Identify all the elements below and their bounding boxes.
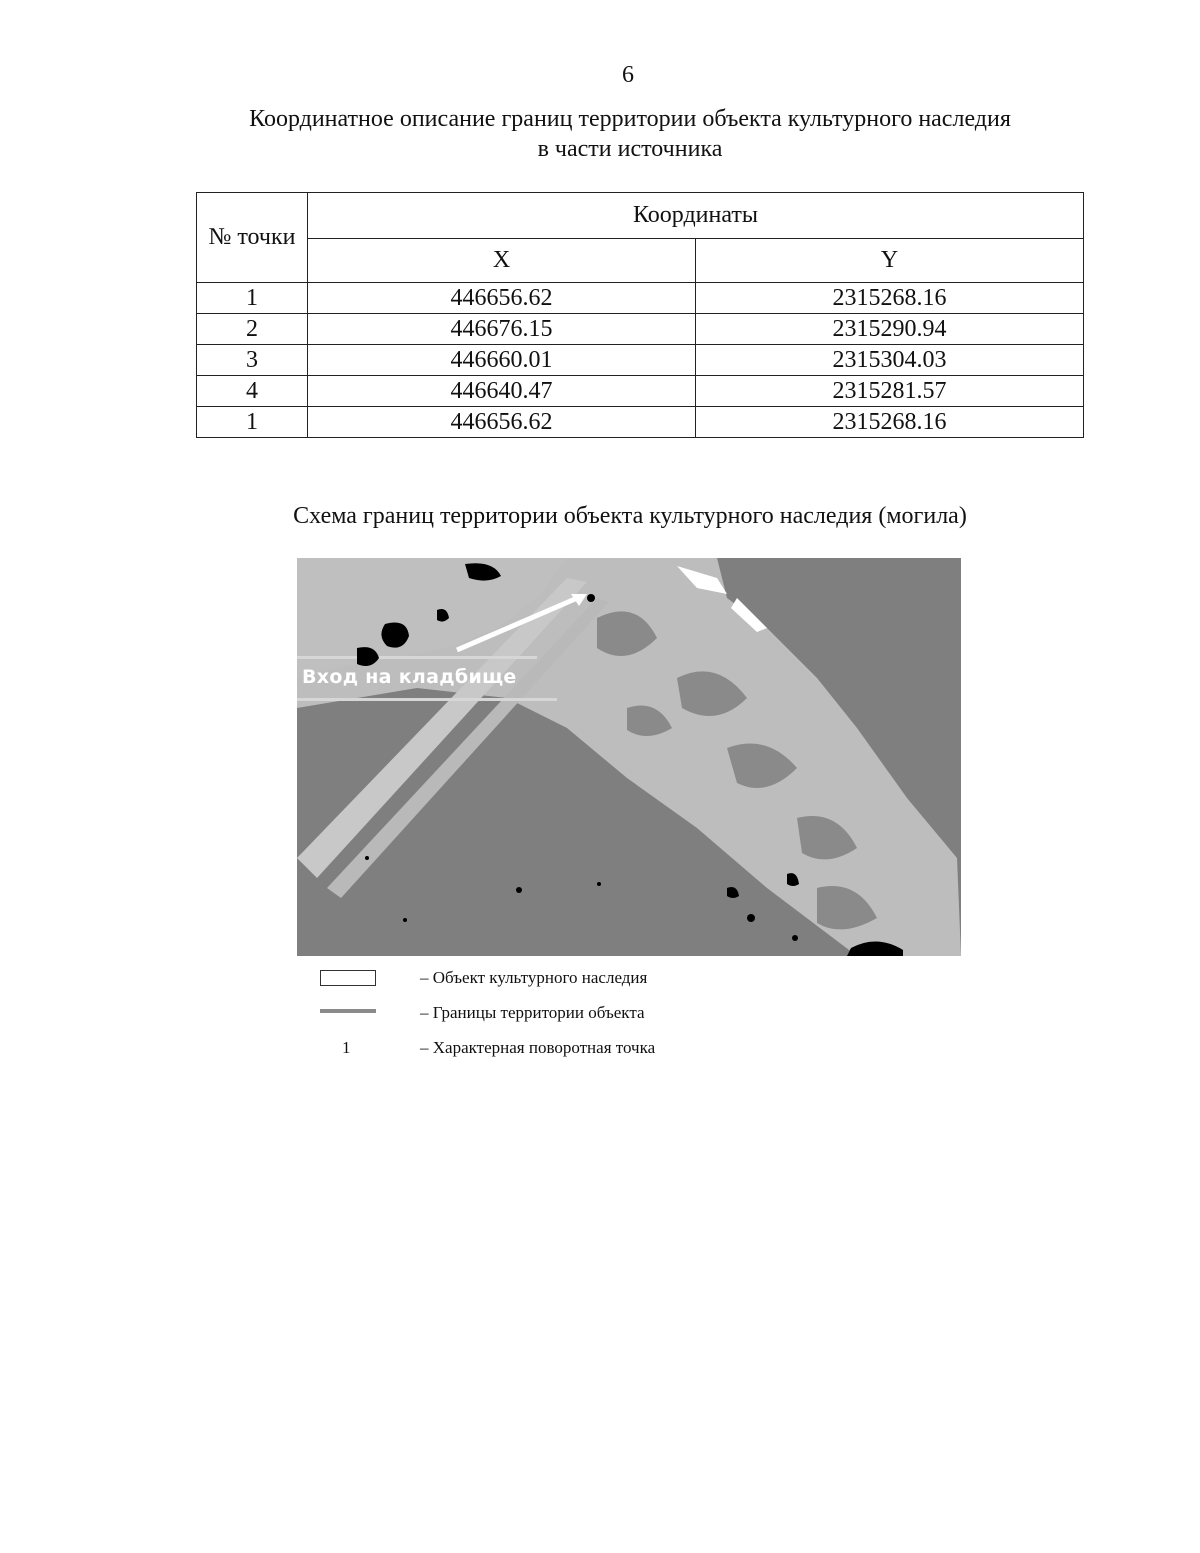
table-row — [197, 314, 1084, 345]
legend-text: – Объект культурного наследия — [420, 968, 648, 987]
document-title — [200, 104, 1060, 164]
cell-point: 3 — [197, 345, 308, 376]
coordinates-table — [196, 192, 1084, 438]
table-row — [197, 407, 1084, 438]
table-row — [197, 283, 1084, 314]
cell-x: 446656.62 — [308, 283, 696, 314]
cell-point: 1 — [197, 407, 308, 438]
scheme-map — [297, 558, 961, 956]
cell-x: 446656.62 — [308, 407, 696, 438]
legend-text: – Границы территории объекта — [420, 1003, 645, 1022]
cell-y: 2315268.16 — [696, 283, 1084, 314]
legend-line-symbol — [320, 1009, 376, 1013]
cell-x: 446676.15 — [308, 314, 696, 345]
legend-number-symbol: 1 — [342, 1038, 351, 1057]
cell-point: 1 — [197, 283, 308, 314]
title-line-1: Координатное описание границ территории объекта культурного наследия — [249, 106, 1011, 132]
cell-y: 2315268.16 — [696, 407, 1084, 438]
header-coordinates: Координаты — [308, 193, 1084, 239]
map-label-entrance: Вход на кладбище — [302, 666, 517, 688]
header-point-number: № точки — [197, 193, 308, 283]
cell-y: 2315281.57 — [696, 376, 1084, 407]
legend-rect-symbol — [320, 970, 376, 986]
page-number: 6 — [622, 62, 634, 88]
scheme-title: Схема границ территории объекта культурного наследия (могила) — [293, 503, 967, 529]
header-x: X — [308, 239, 696, 283]
legend-item-object — [310, 966, 910, 992]
table-row — [197, 376, 1084, 407]
cell-point: 4 — [197, 376, 308, 407]
legend-text: – Характерная поворотная точка — [420, 1038, 656, 1057]
header-y: Y — [696, 239, 1084, 283]
cell-x: 446640.47 — [308, 376, 696, 407]
cell-y: 2315304.03 — [696, 345, 1084, 376]
cell-point: 2 — [197, 314, 308, 345]
table-row — [197, 345, 1084, 376]
cell-x: 446660.01 — [308, 345, 696, 376]
legend-item-point — [310, 1036, 910, 1062]
title-line-2: в части источника — [537, 136, 723, 162]
legend-item-boundary — [310, 1001, 910, 1027]
map-image — [297, 558, 961, 956]
cell-y: 2315290.94 — [696, 314, 1084, 345]
